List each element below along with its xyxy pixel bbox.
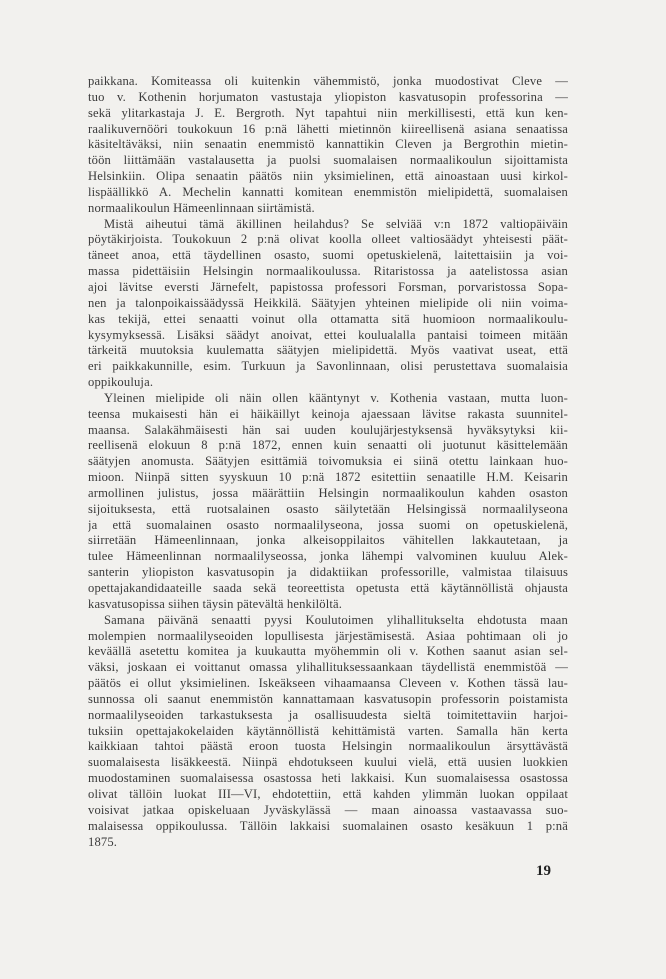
text-line: mioon. Niinpä sitten syyskuun 10 p:nä 1872 esitettiin senaatille H.M. Keisarin <box>88 470 568 485</box>
text-line: massa pidettäisiin Helsingin normaalikoulussa. Ritaristossa ja aatelistossa asian <box>88 264 568 279</box>
text-column <box>88 74 568 850</box>
text-line: sijoituksesta, että ruotsalainen osasto säilytetään Helsingissä normaalilyseona <box>88 501 568 516</box>
text-line: täneet anoa, että täydellinen osasto, suomi opetuskielenä, laitettaisiin ja voi- <box>88 248 568 263</box>
text-line: ja että suomalainen osasto normaalilyseona, jossa suomi on opetuskielenä, <box>88 517 568 532</box>
text-line: säätyjen anomusta. Säätyjen esittämiä toivomuksia ei siinä otettu lainkaan huo- <box>88 454 568 469</box>
text-line: suomalaisesta lisäkkeestä. Niinpä ehdotukseen kuului vielä, että uusien luokkien <box>88 755 568 770</box>
text-line: väksi, joskaan ei voittanut omassa ylihallituksessaankaan täydellistä enemmistöä — <box>88 660 568 675</box>
text-line: kysymyksessä. Lisäksi säädyt anoivat, ettei koulualalla pantaisi toimeen mitään <box>88 327 568 342</box>
text-line: sunnossa oli saanut enemmistön kannattamaan kasvatusopin professorin poistamista <box>88 691 568 706</box>
text-line: tulee Hämeenlinnan normaalilyseossa, jonka lähempi valvominen kuuluu Alek- <box>88 549 568 564</box>
text-line: normaalilyseoiden tarkastuksesta ja osallisuudesta sieltä toimitettaviin harjoi- <box>88 707 568 722</box>
page-number: 19 <box>536 863 551 879</box>
text-line: reellisenä elokuun 8 p:nä 1872, ennen kuin senaatti oli juotunut käsittelemään <box>88 438 568 453</box>
text-line: töön liittämään vastalausetta ja puolsi suomalaisen normaalikoulun sijoittamista <box>88 153 568 168</box>
text-line: Samana päivänä senaatti pyysi Koulutoimen ylihallitukselta ehdotusta maan <box>104 612 568 627</box>
text-line: Helsinkiin. Olipa senaatin päätös niin yksimielinen, että ainoastaan uusi kirkol- <box>88 169 568 184</box>
text-line: pöytäkirjoista. Toukokuun 2 p:nä olivat koolla olleet valtiosäädyt yhteisesti päät- <box>88 232 568 247</box>
text-line: Yleinen mielipide oli näin ollen kääntynyt v. Kothenia vastaan, mutta luon- <box>104 390 568 405</box>
text-line: muodostaminen suomalaisessa osastossa heti lakkaisi. Kun suomalaisessa osastossa <box>88 771 568 786</box>
text-line: tuksiin opettajakokelaiden käytännöllistä kehittämistä varten. Samalla hän kerta <box>88 723 568 738</box>
text-line: santerin yliopiston kasvatusopin ja didaktiikan professorille, valmistaa tilaisuus <box>88 565 568 580</box>
text-line: paikkana. Komiteassa oli kuitenkin vähemmistö, jonka muodostivat Cleve — <box>88 74 568 88</box>
text-line: voisivat jatkaa opiskeluaan Jyväskylässä — maan ainoassa vastaavassa suo- <box>88 802 568 817</box>
text-line: nen ja talonpoikaissäädyssä Heikkilä. Säätyjen yhteinen mielipide oli niin voima- <box>88 295 568 310</box>
text-line: tärkeitä muutoksia kuulematta säätyjen mielipidettä. Myös vaativat useat, että <box>88 343 568 358</box>
text-line: lispäällikkö A. Mechelin kannatti komitean enemmistön mielipidettä, suomalaisen <box>88 184 568 199</box>
text-line: opettajakandidaateille saada sekä teoreettista opetusta että käytännöllistä ohjausta <box>88 581 568 595</box>
text-line: oppikouluja. <box>88 375 154 390</box>
text-line: kas tekijä, ettei senaatti voinut olla ottamatta sitä huomioon normaalikoulu- <box>88 311 568 326</box>
text-line: eri paikkakunnille, esim. Turkuun ja Savonlinnaan, olisi perustettava suomalaisia <box>88 359 568 374</box>
text-line: käsiteltäväksi, niin senaatin enemmistö kannattikin Cleven ja Bergrothin mietin- <box>88 137 568 152</box>
text-line: malaisessa oppikoulussa. Tällöin lakkaisi suomalainen osasto kesäkuun 1 p:nä <box>88 818 568 833</box>
text-line: raalikuvernööri toukokuun 16 p:nä lähetti mietinnön kiireellisenä asiana senaatissa <box>88 121 568 136</box>
text-line: päätös ei ollut yksimielinen. Iskeäkseen vihaamaansa Cleveen v. Kothen tässä lau- <box>88 676 568 691</box>
text-line: kasvatusopissa siihen täysin pätevältä henkilöltä. <box>88 596 343 611</box>
text-line: molempien normaalilyseoiden lopullisesta järjestämisestä. Asiaa pohtimaan oli jo <box>88 628 568 643</box>
text-line: sekä ylitarkastaja J. E. Bergroth. Nyt tapahtui niin merkillisesti, että kun ken- <box>88 105 568 120</box>
text-line: 1875. <box>88 834 118 849</box>
text-line: ajoi lävitse eversti Järnefelt, papistossa professori Forsman, porvaristossa Sopa- <box>88 279 568 294</box>
text-line: olivat tällöin luokat III—VI, ehdotettiin, että kahden ylimmän luokan oppilaat <box>88 786 568 801</box>
text-line: Mistä aiheutui tämä äkillinen heilahdus? Se selviää v:n 1872 valtiopäiväin <box>104 216 568 231</box>
text-line: teensa mukaisesti hän ei häikäillyt keinoja ajaessaan lävitse rakasta suunnitel- <box>88 406 568 421</box>
text-line: armollinen julistus, jossa määrättiin Helsingin normaalikoulun kahden osaston <box>88 485 568 500</box>
text-line: kaikkiaan tahtoi päästä eroon tuosta Helsingin normaalikoulun ärsyttävästä <box>88 739 568 754</box>
text-line: tuo v. Kothenin horjumaton vastustaja yliopiston kasvatusopin professorina — <box>88 89 568 104</box>
text-line: siirretään Hämeenlinnaan, jonka alkeisoppilaitos vähitellen lakkautetaan, ja <box>88 533 568 548</box>
text-line: maansa. Salakähmäisesti hän sai uuden koulujärjestyksensä hyväksytyksi kii- <box>88 422 568 437</box>
text-line: keväällä asetettu komitea ja kuukautta myöhemmin oli v. Kothen saanut asian sel- <box>88 644 568 659</box>
text-line: normaalikoulun Hämeenlinnaan siirtämistä. <box>88 200 315 215</box>
